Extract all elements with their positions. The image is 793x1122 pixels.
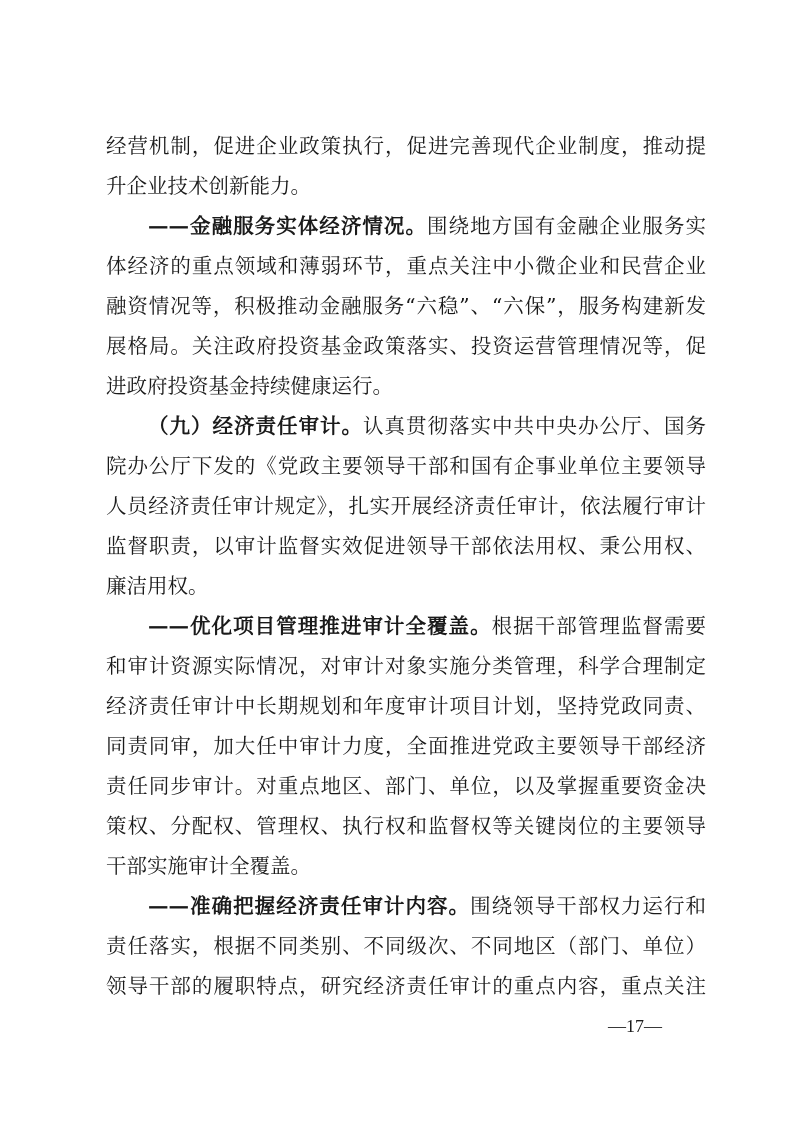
text-line: 和审计资源实际情况，对审计对象实施分类管理，科学合理制定	[106, 654, 706, 678]
section-heading: ——金融服务实体经济情况。	[148, 214, 427, 238]
section-heading: （九）经济责任审计。	[148, 414, 363, 438]
paragraph-first-line	[148, 606, 706, 646]
paragraph-first-line	[148, 886, 706, 926]
text-line: 融资情况等，积极推动金融服务“六稳”、“六保”，服务构建新发	[106, 294, 706, 318]
text-line: 同责同审，加大任中审计力度，全面推进党政主要领导干部经济	[106, 734, 706, 758]
section-heading: ——准确把握经济责任审计内容。	[148, 894, 471, 918]
text-line: 人员经济责任审计规定》，扎实开展经济责任审计，依法履行审计	[106, 494, 706, 518]
paragraph-text: 围绕地方国有金融企业服务实	[427, 214, 706, 238]
text-line: 展格局。关注政府投资基金政策落实、投资运营管理情况等，促	[106, 334, 706, 358]
text-line: 体经济的重点领域和薄弱环节，重点关注中小微企业和民营企业	[106, 254, 706, 278]
text-line: 院办公厅下发的《党政主要领导干部和国有企事业单位主要领导	[106, 454, 706, 478]
paragraph-first-line	[148, 206, 706, 246]
text-line: 干部实施审计全覆盖。	[106, 854, 311, 878]
page-number: —17—	[608, 1016, 662, 1036]
paragraph-text: 根据干部管理监督需要	[491, 614, 706, 638]
text-line: 经营机制，促进企业政策执行，促进完善现代企业制度，推动提	[106, 134, 706, 158]
text-line: 监督职责，以审计监督实效促进领导干部依法用权、秉公用权、	[106, 534, 706, 558]
text-line: 责任同步审计。对重点地区、部门、单位，以及掌握重要资金决	[106, 774, 706, 798]
text-line: 进政府投资基金持续健康运行。	[106, 374, 393, 398]
section-heading: ——优化项目管理推进审计全覆盖。	[148, 614, 492, 638]
text-line: 升企业技术创新能力。	[106, 174, 311, 198]
text-line: 策权、分配权、管理权、执行权和监督权等关键岗位的主要领导	[106, 814, 706, 838]
text-line: 经济责任审计中长期规划和年度审计项目计划，坚持党政同责、	[106, 694, 706, 718]
text-line: 领导干部的履职特点，研究经济责任审计的重点内容，重点关注	[106, 974, 706, 998]
paragraph-text: 围绕领导干部权力运行和	[470, 894, 707, 918]
paragraph-text: 认真贯彻落实中共中央办公厅、国务	[363, 414, 706, 438]
text-line: 责任落实，根据不同类别、不同级次、不同地区（部门、单位）	[106, 934, 706, 958]
text-line: 廉洁用权。	[106, 574, 209, 598]
paragraph-first-line	[148, 406, 706, 446]
